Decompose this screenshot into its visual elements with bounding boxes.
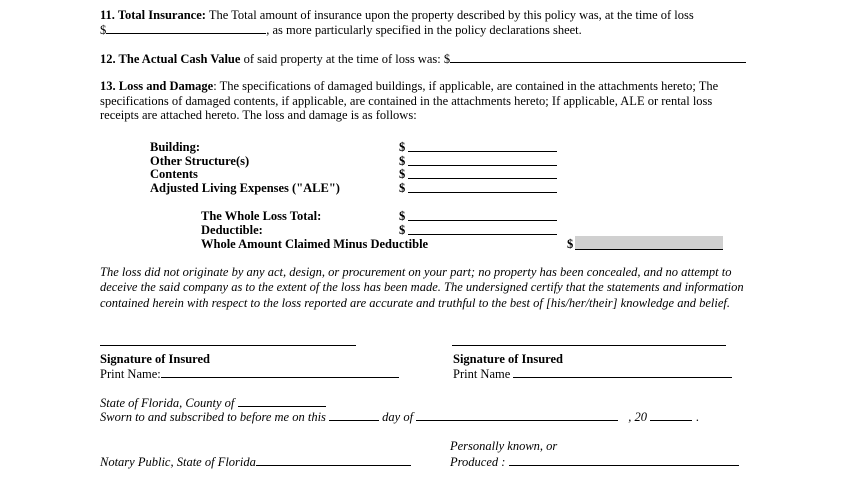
total-insurance-line2: $ , as more particularly specified in the policy declarations sheet. [100, 23, 582, 37]
contents-label: Contents [150, 167, 198, 181]
other-structures-dollar: $ [399, 154, 406, 168]
total-insurance-heading: 11. Total Insurance: [100, 8, 206, 22]
sworn-line: Sworn to and subscribed to before me on this day of , 20 . [100, 410, 700, 424]
actual-cash-value-text: 12. The Actual Cash Value of said property at the time of loss was: $ [100, 51, 746, 67]
statement-line1: The loss did not originate by any act, design, or procurement on your part; no property has been concealed, and no attempt to [100, 265, 732, 279]
claimed-dollar: $ [567, 237, 574, 251]
statement-line2: deceive the said company as to the extent of the loss has been made. The undersigned certify that the statements and information [100, 280, 744, 294]
whole-loss-total-label: The Whole Loss Total: [201, 209, 322, 223]
total-insurance-field[interactable] [106, 22, 266, 34]
loss-damage-heading: 13. Loss and Damage [100, 79, 214, 93]
notary-public-field[interactable] [256, 454, 411, 466]
signature-title-right: Signature of Insured [453, 352, 563, 366]
signature-title-left: Signature of Insured [100, 352, 210, 366]
whole-loss-amount-field[interactable] [408, 208, 557, 221]
actual-cash-value-field[interactable] [450, 51, 746, 63]
print-name-right: Print Name [453, 366, 732, 382]
statement-line3: contained herein with respect to the loss reported are accurate and truthful to the best of [his/her/their] knowledge and belief. [100, 296, 730, 310]
total-insurance-text: 11. Total Insurance: The Total amount of insurance upon the property described by this policy was, at the time of loss [100, 8, 694, 22]
county-field[interactable] [238, 395, 326, 407]
produced-line: Produced : [450, 454, 739, 470]
building-dollar: $ [399, 140, 406, 154]
whole-loss-dollar: $ [399, 209, 406, 223]
signature-line-right[interactable] [452, 333, 726, 346]
sworn-month-field[interactable] [416, 409, 618, 421]
sworn-year-field[interactable] [650, 409, 692, 421]
deductible-amount-field[interactable] [408, 222, 557, 235]
signature-line-left[interactable] [100, 333, 356, 346]
claimed-label: Whole Amount Claimed Minus Deductible [201, 237, 429, 251]
deductible-dollar: $ [399, 223, 406, 237]
ale-dollar: $ [399, 181, 406, 195]
sworn-day-field[interactable] [329, 409, 379, 421]
loss-damage-line1: 13. Loss and Damage: The specifications of damaged buildings, if applicable, are contained in the attachments hereto; The [100, 79, 719, 93]
contents-dollar: $ [399, 167, 406, 181]
county-line: State of Florida, County of [100, 395, 326, 411]
print-name-left: Print Name: [100, 366, 399, 382]
other-structures-label: Other Structure(s) [150, 154, 250, 168]
building-amount-field[interactable] [408, 139, 557, 152]
building-label: Building: [150, 140, 201, 154]
deductible-label: Deductible: [201, 223, 263, 237]
claimed-amount-field[interactable] [575, 236, 723, 250]
produced-field[interactable] [509, 454, 739, 466]
other-structures-amount-field[interactable] [408, 153, 557, 166]
personally-known-text: Personally known, or [450, 439, 558, 453]
notary-public-line: Notary Public, State of Florida [100, 454, 411, 470]
loss-damage-line2: specifications of damaged contents, if applicable, are contained in the attachments hereto; If applicable, ALE or rental loss [100, 94, 713, 108]
print-name-right-field[interactable] [513, 366, 732, 378]
print-name-left-field[interactable] [161, 366, 399, 378]
contents-amount-field[interactable] [408, 166, 557, 179]
ale-label: Adjusted Living Expenses ("ALE") [150, 181, 340, 195]
ale-amount-field[interactable] [408, 180, 557, 193]
loss-damage-line3: receipts are attached hereto. The loss and damage is as follows: [100, 108, 417, 122]
actual-cash-value-heading: 12. The Actual Cash Value [100, 52, 241, 66]
